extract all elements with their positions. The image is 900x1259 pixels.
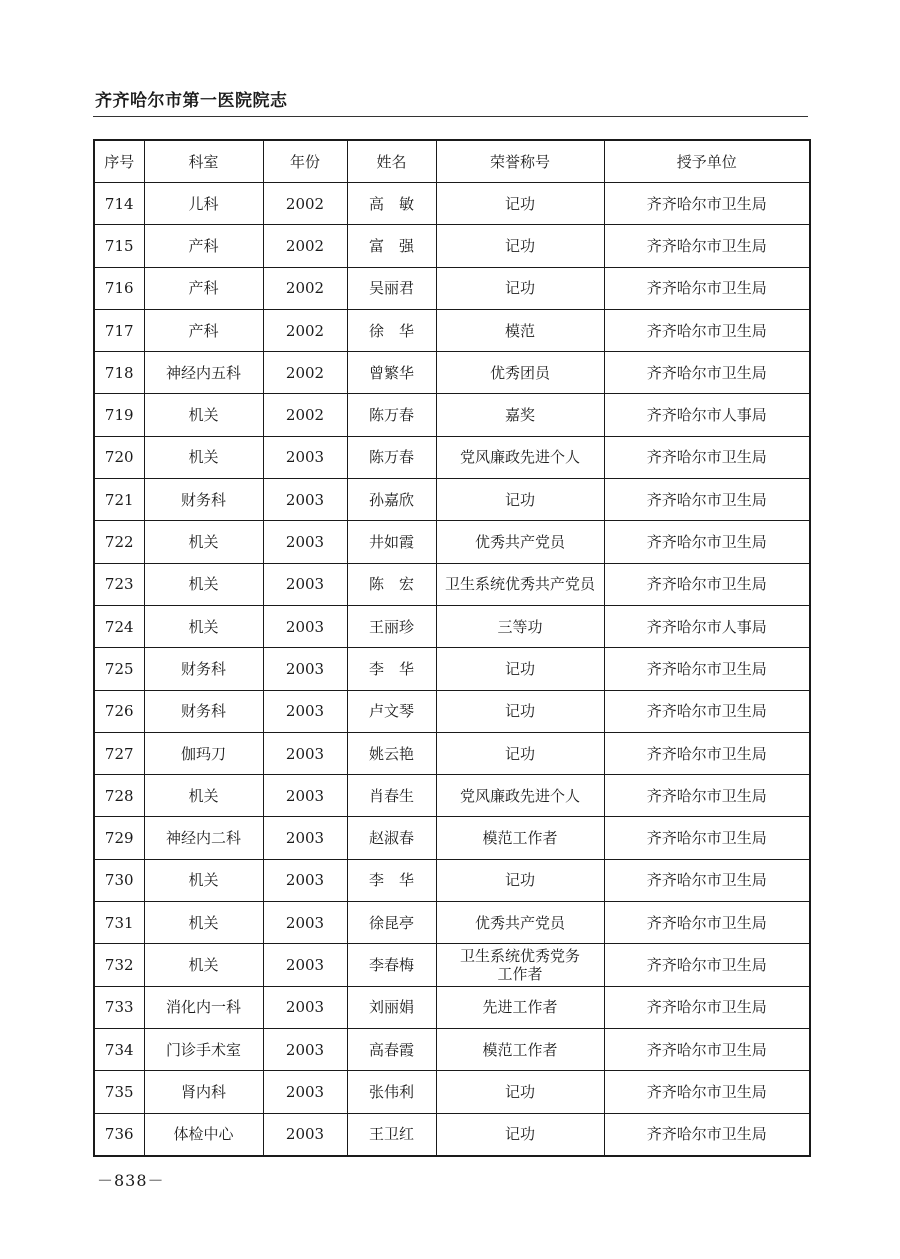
cell-honor: 优秀团员: [436, 352, 604, 394]
cell-department: 机关: [144, 859, 263, 901]
cell-year: 2002: [263, 267, 347, 309]
cell-seq: 734: [94, 1028, 144, 1070]
cell-honor: 记功: [436, 479, 604, 521]
cell-seq: 732: [94, 944, 144, 986]
table-row: [94, 1113, 810, 1156]
cell-department: 消化内一科: [144, 986, 263, 1028]
cell-honor: 记功: [436, 648, 604, 690]
cell-issuer: 齐齐哈尔市卫生局: [604, 225, 810, 267]
cell-issuer: 齐齐哈尔市人事局: [604, 394, 810, 436]
table-row: [94, 394, 810, 436]
cell-year: 2003: [263, 859, 347, 901]
column-header-issuer: 授予单位: [604, 140, 810, 183]
cell-seq: 717: [94, 309, 144, 351]
cell-seq: 730: [94, 859, 144, 901]
cell-department: 机关: [144, 436, 263, 478]
column-header-seq: 序号: [94, 140, 144, 183]
cell-issuer: 齐齐哈尔市卫生局: [604, 817, 810, 859]
cell-seq: 733: [94, 986, 144, 1028]
cell-issuer: 齐齐哈尔市卫生局: [604, 1028, 810, 1070]
cell-issuer: 齐齐哈尔市卫生局: [604, 436, 810, 478]
cell-honor: 记功: [436, 859, 604, 901]
cell-seq: 719: [94, 394, 144, 436]
cell-honor: 模范工作者: [436, 817, 604, 859]
cell-year: 2003: [263, 944, 347, 986]
table-row: [94, 225, 810, 267]
table-row: [94, 775, 810, 817]
cell-name: 高 敏: [347, 183, 436, 225]
cell-name: 王卫红: [347, 1113, 436, 1156]
cell-year: 2002: [263, 352, 347, 394]
cell-name: 井如霞: [347, 521, 436, 563]
cell-seq: 729: [94, 817, 144, 859]
table-row: [94, 436, 810, 478]
cell-year: 2003: [263, 902, 347, 944]
cell-department: 机关: [144, 775, 263, 817]
cell-honor: 记功: [436, 225, 604, 267]
cell-name: 卢文琴: [347, 690, 436, 732]
cell-honor: 嘉奖: [436, 394, 604, 436]
cell-department: 神经内五科: [144, 352, 263, 394]
cell-honor: 优秀共产党员: [436, 521, 604, 563]
table-row: [94, 817, 810, 859]
cell-honor: 模范工作者: [436, 1028, 604, 1070]
cell-name: 富 强: [347, 225, 436, 267]
cell-department: 肾内科: [144, 1071, 263, 1113]
cell-year: 2003: [263, 648, 347, 690]
cell-issuer: 齐齐哈尔市卫生局: [604, 732, 810, 774]
cell-department: 产科: [144, 309, 263, 351]
table-row: [94, 902, 810, 944]
cell-year: 2003: [263, 817, 347, 859]
cell-honor: 记功: [436, 1071, 604, 1113]
cell-year: 2003: [263, 605, 347, 647]
table-row: [94, 732, 810, 774]
table-body: [94, 183, 810, 1156]
column-header-department: 科室: [144, 140, 263, 183]
cell-name: 高春霞: [347, 1028, 436, 1070]
cell-department: 门诊手术室: [144, 1028, 263, 1070]
cell-year: 2003: [263, 1071, 347, 1113]
cell-seq: 728: [94, 775, 144, 817]
cell-year: 2003: [263, 775, 347, 817]
table-header: [94, 140, 810, 183]
cell-name: 徐昆亭: [347, 902, 436, 944]
cell-name: 陈万春: [347, 394, 436, 436]
cell-department: 机关: [144, 944, 263, 986]
cell-seq: 718: [94, 352, 144, 394]
cell-year: 2002: [263, 309, 347, 351]
cell-department: 财务科: [144, 479, 263, 521]
cell-year: 2003: [263, 563, 347, 605]
table-row: [94, 648, 810, 690]
cell-seq: 715: [94, 225, 144, 267]
column-header-name: 姓名: [347, 140, 436, 183]
cell-department: 产科: [144, 267, 263, 309]
cell-honor: 先进工作者: [436, 986, 604, 1028]
table-row: [94, 944, 810, 986]
cell-name: 刘丽娟: [347, 986, 436, 1028]
cell-seq: 731: [94, 902, 144, 944]
cell-seq: 724: [94, 605, 144, 647]
cell-issuer: 齐齐哈尔市卫生局: [604, 183, 810, 225]
table-row: [94, 1071, 810, 1113]
cell-department: 机关: [144, 563, 263, 605]
cell-department: 机关: [144, 521, 263, 563]
cell-issuer: 齐齐哈尔市卫生局: [604, 352, 810, 394]
cell-name: 孙嘉欣: [347, 479, 436, 521]
cell-name: 陈万春: [347, 436, 436, 478]
cell-year: 2002: [263, 394, 347, 436]
cell-department: 机关: [144, 902, 263, 944]
table-row: [94, 605, 810, 647]
table-row: [94, 309, 810, 351]
cell-seq: 726: [94, 690, 144, 732]
table-row: [94, 352, 810, 394]
header-divider: [93, 116, 808, 117]
cell-year: 2003: [263, 521, 347, 563]
cell-year: 2003: [263, 436, 347, 478]
cell-year: 2003: [263, 1028, 347, 1070]
cell-name: 曾繁华: [347, 352, 436, 394]
table-header-row: [94, 140, 810, 183]
table-row: [94, 183, 810, 225]
cell-department: 伽玛刀: [144, 732, 263, 774]
cell-honor: 记功: [436, 183, 604, 225]
cell-honor: 三等功: [436, 605, 604, 647]
cell-honor: 优秀共产党员: [436, 902, 604, 944]
cell-honor: 记功: [436, 267, 604, 309]
cell-department: 产科: [144, 225, 263, 267]
cell-name: 李 华: [347, 648, 436, 690]
cell-honor: 卫生系统优秀共产党员: [436, 563, 604, 605]
cell-year: 2002: [263, 183, 347, 225]
table-row: [94, 859, 810, 901]
cell-honor: 记功: [436, 690, 604, 732]
cell-name: 肖春生: [347, 775, 436, 817]
cell-name: 李 华: [347, 859, 436, 901]
cell-name: 赵淑春: [347, 817, 436, 859]
cell-seq: 727: [94, 732, 144, 774]
cell-honor: 记功: [436, 732, 604, 774]
cell-seq: 723: [94, 563, 144, 605]
cell-department: 机关: [144, 605, 263, 647]
cell-year: 2003: [263, 986, 347, 1028]
cell-seq: 735: [94, 1071, 144, 1113]
cell-issuer: 齐齐哈尔市卫生局: [604, 563, 810, 605]
cell-department: 机关: [144, 394, 263, 436]
table-row: [94, 521, 810, 563]
page-number: －838－: [97, 1171, 165, 1190]
column-header-honor: 荣誉称号: [436, 140, 604, 183]
cell-issuer: 齐齐哈尔市卫生局: [604, 1071, 810, 1113]
cell-issuer: 齐齐哈尔市卫生局: [604, 775, 810, 817]
table-row: [94, 986, 810, 1028]
column-header-year: 年份: [263, 140, 347, 183]
cell-issuer: 齐齐哈尔市卫生局: [604, 479, 810, 521]
cell-seq: 722: [94, 521, 144, 563]
cell-name: 姚云艳: [347, 732, 436, 774]
cell-name: 张伟利: [347, 1071, 436, 1113]
cell-seq: 725: [94, 648, 144, 690]
cell-issuer: 齐齐哈尔市卫生局: [604, 902, 810, 944]
cell-honor: 模范: [436, 309, 604, 351]
cell-seq: 736: [94, 1113, 144, 1156]
cell-year: 2003: [263, 690, 347, 732]
cell-issuer: 齐齐哈尔市卫生局: [604, 690, 810, 732]
cell-honor: 党风廉政先进个人: [436, 775, 604, 817]
table-row: [94, 267, 810, 309]
cell-department: 财务科: [144, 690, 263, 732]
cell-issuer: 齐齐哈尔市卫生局: [604, 859, 810, 901]
honors-table: [93, 139, 811, 1157]
page-header-title: 齐齐哈尔市第一医院院志: [95, 91, 288, 111]
cell-honor: 党风廉政先进个人: [436, 436, 604, 478]
cell-honor: 卫生系统优秀党务 工作者: [436, 944, 604, 986]
cell-issuer: 齐齐哈尔市卫生局: [604, 648, 810, 690]
cell-issuer: 齐齐哈尔市卫生局: [604, 267, 810, 309]
table-row: [94, 479, 810, 521]
cell-year: 2003: [263, 1113, 347, 1156]
table-row: [94, 1028, 810, 1070]
cell-department: 体检中心: [144, 1113, 263, 1156]
cell-name: 陈 宏: [347, 563, 436, 605]
cell-name: 徐 华: [347, 309, 436, 351]
cell-seq: 721: [94, 479, 144, 521]
cell-seq: 714: [94, 183, 144, 225]
cell-year: 2003: [263, 479, 347, 521]
cell-issuer: 齐齐哈尔市卫生局: [604, 1113, 810, 1156]
cell-issuer: 齐齐哈尔市人事局: [604, 605, 810, 647]
cell-seq: 716: [94, 267, 144, 309]
cell-year: 2003: [263, 732, 347, 774]
cell-issuer: 齐齐哈尔市卫生局: [604, 944, 810, 986]
cell-name: 吴丽君: [347, 267, 436, 309]
cell-seq: 720: [94, 436, 144, 478]
cell-department: 儿科: [144, 183, 263, 225]
cell-issuer: 齐齐哈尔市卫生局: [604, 309, 810, 351]
cell-honor: 记功: [436, 1113, 604, 1156]
cell-department: 神经内二科: [144, 817, 263, 859]
cell-department: 财务科: [144, 648, 263, 690]
cell-year: 2002: [263, 225, 347, 267]
table-row: [94, 563, 810, 605]
table-row: [94, 690, 810, 732]
cell-issuer: 齐齐哈尔市卫生局: [604, 521, 810, 563]
cell-name: 王丽珍: [347, 605, 436, 647]
cell-name: 李春梅: [347, 944, 436, 986]
cell-issuer: 齐齐哈尔市卫生局: [604, 986, 810, 1028]
